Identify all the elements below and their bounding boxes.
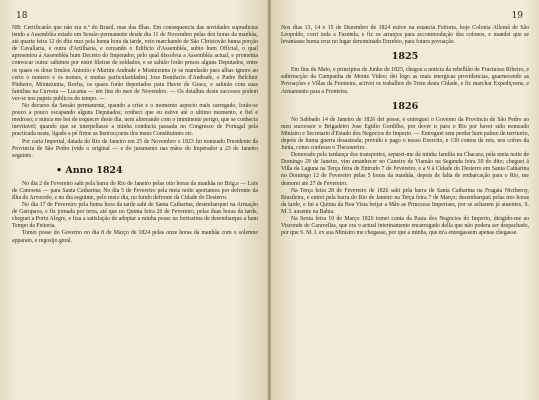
year-heading: 1826 [391,100,419,112]
paragraph: Demorado pela tardança dos transportes, separei-me da minha familia na Chacara, pela meia noite de Domingo 29 de Janeiro, vim amanhecer no Caneiro de Viamão na Segunda feira 30 do dito; cheguei á Villa da Laguna na Terça feira de Entrudo 7 de Fevereiro, e a 9 á Cidade do Desterro em Santa Catharina no Domingo 12 de Fevereiro pelas 5 horas da manhãa, depois de falta de embarcação para o Rio, me demorei até 27 de Fevereiro. [281,152,529,187]
left-page-body [12,25,258,245]
paragraph: No dia 17 de Fevereiro pela huma hora da tarde sahi de Santa Catharina, desembarquei na Armação de Garupava, e fiz jornada por terra, até que no Quinta feira 26 de Fevereiro, pelas duas horas da tarde, cheguei a Porto Alegre, e fiza a satisfação de adoptar a minha posse na fortissima de desembarque a hum Tempo da Feitoria. [12,202,258,230]
paragraph: NB: Certificarão que não era n.º do Brasil, mas das Ilhas. Em consequencia das novidades supradictas tendo a Assembléa estado em Sessão permanente desde dia 11 de Novembro pelas dez horas da manhãa, até quarta feira 12 do dito mez pela huma hora da tarde, veio marchando de São Christovão huma porção de Cavallaria, e outra d'Artilharia, e cercando o Edificio d'Assembléa, subio hum Official, o qual apresentou á Assembléa hum Decreto do Imperador, pelo qual dissolvia a Assembléa actual, e promettia convocar outra: sahimos por entre fileiras de soldados, e se sahião forão presos alguns Deputados, entre os quaes os dous Irmãos Antonio e Martim Andrade e Montezuma (e se mandarão para alhas ignoro ao certo o numero e os nomes, e muitas particularidades) Jose Bonifacio d'Andrade, o Padre Belchior Pinheiro, Montezuma, Rocha, os quaes forão deportados para Havre de Grace, e sahirão com suas familias na Curveta — Lucania — em fins do mez de Novembro. — Os detalhes deste successo podem ver-se nos papeis publicos do tempo. — [12,25,258,102]
paragraph: Nos dias 13, 14 e 15 de Dezembro de 1824 estive na estancia Feitoria, hoje Colonia Allemã de São Leopoldo, corri toda a Fazenda, e fiz os arranjos para accommodação dos colonos, e mandei que se levantasse huma cruz no lugar denominado Enzebio, para futura povoação. [281,25,529,46]
paragraph: Tomei posse do Governo no dia 8 de Março de 1824 pelas onze horas da manhãa com o solemne apparato, e regosijo geral. [12,230,258,244]
year-heading: 1825 [391,51,419,63]
paragraph: Na Terça feira 28 de Fevereiro de 1826 sahi pela barra de Santa Catharina na Fragata Nictheroy, Brasileira, e entrei pela barra do Rio de Janeiro na Terça feira 7 de Março; desembarquei pelas tres horas da tarde, e fui a Quinta da Boa Vista beijar a Mão as Princezas Imperiaes, por se acharem já ausentes, S. M. I. ausente na Bahia. [281,187,529,215]
page-number-right: 19 [511,11,523,21]
right-page-body [281,25,529,237]
left-page [0,0,268,400]
paragraph: No decurso da Sessão permanente, quando a crise e o momento aspecto mais carregado, forão-se pouco a pouco escapando alguns Deputados; conheci que eu estive até o ultimo momento, e fiel e medroso; e nunca me hei de esquecer deste dia, nem alterrando com o imminente perigo, que se conhecia inevitavel; quando que se interpellasse a minha conducta passada no Congresso de Portugal pela practicada neste, ligado a pé firme as Instrucçoens dos meus Constituintes etc. [12,103,258,138]
paragraph: No dia 2 de Fevereiro sahi pela barra do Rio de Janeiro pelas oito horas da manhãa no Brig.e — Luis de Camoens — para Santa Catharina; No dia 5 de Fevereiro pela meia noite aportamos por defronte da Ilha do Arvoredo, e no dia seguinte, pelo meio dia, no fundo defronte da Cidade do Desterro. [12,180,258,201]
paragraph: Por carta Imperial, datada do Rio de Janeiro em 25 de Novembro o 1823 fui nomeado Presidente da Provincia de São Pedro (vide o original — e do juramento nas mãos do Imperador a 23 de Janeiro seguinte. [12,138,258,159]
paragraph: No Sabbado 14 de Janeiro de 1826 dei posse, e entreguei o Governo da Provincia de São Pedro ao meu successor o Brigadeiro Jose Egidio Gordilho, por dever ir para o Rio por haver sido nomeado Ministro e Secretario d'Estado dos Negocios do Imperio. — Entreguei sem perder hum palmo de territorio, depois de huma guerra desastrada; provido e pago o nosso Exercito, e 130 contos de reis, nos cofres da Junta, como confesso o Thesoureiro. [281,116,529,152]
paragraph: Na Sexta feira 10 de Março 1826 tomei conta da Pasta dos Negocios do Imperio, dirigido-me ao Visconde de Caravellas, que era o actual interinamente encarregado della que não podera ser despachado, por que S. M. I. ex sua Ministro me chegasse, por que a minha, que m'a entregassem apenas chegasse. [281,215,529,237]
right-page [271,0,539,400]
page-number-left: 18 [16,11,28,21]
paragraph: Em fins de Maio, e principios de Junho de 1825, chegou a noticia da rebellião de Fructuoso Ribeiro, e subtrracção da Campanha de Monte Video; dei logo as mais energicas providencias, guarnecendo as Povoações e Villas da Fronteira, activei os trabalhos do Trem desta Cidade, e fiz marchar Expediçoens, e Armamento para a Fronteira. [281,67,529,95]
year-heading: • Anno 1824 [56,164,123,176]
